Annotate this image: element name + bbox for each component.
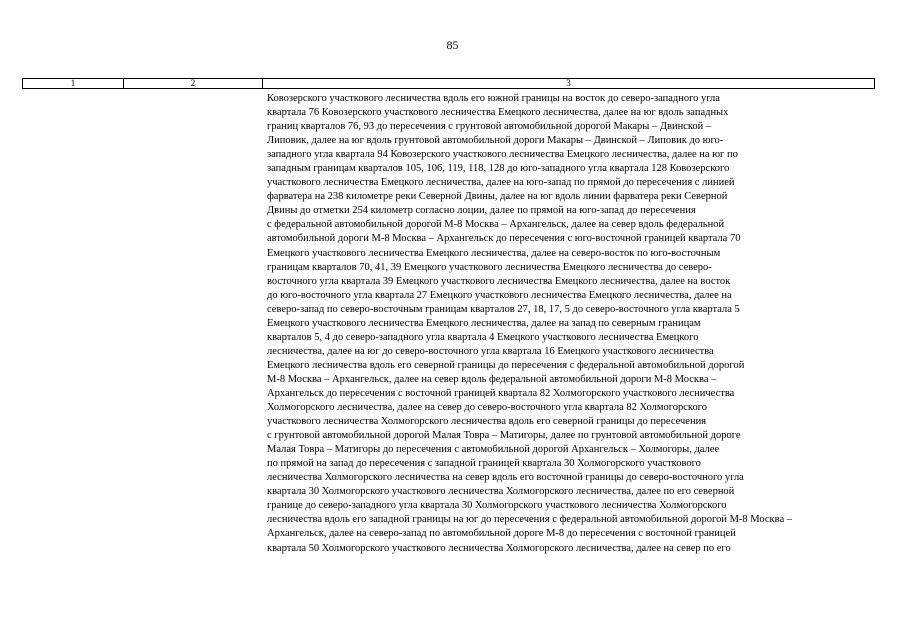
- page-number: 85: [446, 38, 459, 52]
- text-line: Емецкого участкового лесничества Емецкого лесничества, далее на запад по северным границам: [267, 317, 701, 329]
- table-header-col-3: 3: [566, 78, 571, 88]
- text-line: лесничества Холмогорского лесничества на север вдоль его восточной границы до северо-восточного угла: [267, 472, 744, 484]
- text-line: Малая Товра – Матигоры до пересечения с автомобильной дорогой Архангельск – Холмогоры, далее: [267, 444, 720, 456]
- text-line: до юго-восточного угла квартала 27 Емецкого участкового лесничества Емецкого лесничества, далее на: [267, 289, 732, 301]
- text-line: лесничества, далее на юг до северо-восточного угла квартала 16 Емецкого участкового лесничества: [267, 345, 714, 357]
- table-header-col-1: 1: [23, 79, 124, 88]
- text-line: западного угла квартала 94 Ковозерского участкового лесничества Емецкого лесничества, далее на юг по: [267, 149, 738, 161]
- text-line: участкового лесничества Емецкого лесничества, далее на юго-запад по прямой до пересечения с линией: [267, 177, 735, 189]
- text-line: М-8 Москва – Архангельск, далее на север вдоль федеральной автомобильной дороги М-8 Москва –: [267, 373, 717, 385]
- text-line: с федеральной автомобильной дорогой М-8 Москва – Архангельск, далее на север вдоль федеральной: [267, 219, 725, 231]
- text-line: Двины до отметки 254 километр согласно лоции, далее по прямой на юго-запад до пересечения: [267, 205, 696, 217]
- text-line: Холмогорского лесничества, далее на север до северо-восточного угла квартала 82 Холмогорского: [267, 402, 708, 414]
- text-line: кварталов 5, 4 до северо-западного угла квартала 4 Емецкого участкового лесничества Емецкого: [267, 331, 699, 343]
- text-line: восточного угла квартала 39 Емецкого участкового лесничества Емецкого лесничества, далее на восток: [267, 275, 731, 287]
- boundary-description-text: [267, 92, 867, 556]
- text-line: Емецкого участкового лесничества Емецкого лесничества, далее на северо-восток по юго-восточным: [267, 247, 721, 259]
- text-line: с грунтовой автомобильной дорогой Малая Товра – Матигоры, далее по грунтовой автомобильной дороге: [267, 430, 741, 442]
- text-line: Емецкого лесничества вдоль его северной границы до пересечения с федеральной автомобильной дорогой: [267, 359, 745, 371]
- text-line: квартала 30 Холмогорского участкового лесничества Холмогорского лесничества, далее по его северной: [267, 486, 735, 498]
- text-line: по прямой на запад до пересечения с западной границей квартала 30 Холмогорского участкового: [267, 458, 701, 470]
- text-line: северо-запад по северо-восточным границам кварталов 27, 18, 17, 5 до северо-восточного угла квартала 5: [267, 303, 740, 315]
- text-line: автомобильной дороги М-8 Москва – Архангельск до пересечения с юго-восточной границей квартала 70: [267, 233, 741, 245]
- text-line: границе до северо-западного угла квартала 30 Холмогорского участкового лесничества Холмогорского: [267, 500, 727, 512]
- table-header: [22, 78, 875, 89]
- text-line: Архангельск, далее на северо-запад по автомобильной дороге М-8 до пересечения с восточной границей: [267, 528, 736, 540]
- text-line: участкового лесничества Холмогорского лесничества вдоль его северной границы до пересечения: [267, 416, 707, 428]
- text-line: фарватера на 238 километре реки Северной Двины, далее на юг вдоль линии фарватера реки Северной: [267, 191, 728, 203]
- text-line: западным границам кварталов 105, 106, 119, 118, 128 до юго-западного угла квартала 128 Ковозерского: [267, 163, 730, 175]
- text-line: Архангельск до пересечения с восточной границей квартала 82 Холмогорского участкового лесничества: [267, 387, 735, 399]
- text-line: квартала 50 Холмогорского участкового лесничества Холмогорского лесничества, далее на север по его: [267, 542, 731, 554]
- text-line: границ кварталов 76, 93 до пересечения с грунтовой автомобильной дорогой Макары – Двинской –: [267, 121, 712, 133]
- text-line: лесничества вдоль его западной границы на юг до пересечения с федеральной автомобильной дорогой М-8 Москва –: [267, 514, 792, 526]
- table-header-col-2: 2: [124, 79, 263, 88]
- text-line: Ковозерского участкового лесничества вдоль его южной границы на восток до северо-западного угла: [267, 93, 720, 104]
- text-line: Липовик, далее на юг вдоль грунтовой автомобильной дороги Макары – Двинской – Липовик до юго-: [267, 135, 724, 147]
- text-line: квартала 76 Ковозерского участкового лесничества Емецкого лесничества, далее на юг вдоль западных: [267, 107, 729, 119]
- text-line: границам кварталов 70, 41, 39 Емецкого участкового лесничества Емецкого лесничества до северо-: [267, 261, 712, 273]
